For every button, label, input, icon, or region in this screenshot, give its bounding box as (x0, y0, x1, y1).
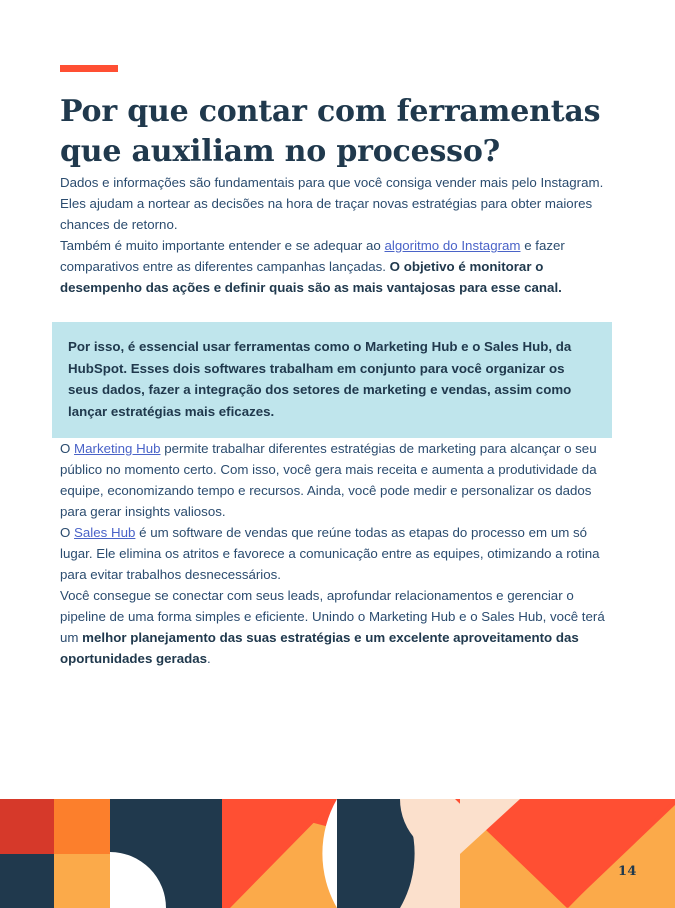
paragraph-2-bold-text: O objetivo é monitorar o desempenho das ações e definir quais são as mais vantajosas para esse canal. (60, 259, 562, 295)
paragraph-5-bold-text: melhor planejamento das suas estratégias e um excelente aproveitamento das oportunidades geradas (60, 630, 579, 666)
shape-navy-quarter-ring (110, 799, 222, 908)
callout-text: Por isso, é essencial usar ferramentas como o Marketing Hub e o Sales Hub, da HubSpot. Esses dois softwares trabalham em conjunto para você organizar os seus dados, fazer a integração dos setores de marketing e vendas, assim como lançar estratégias mais eficazes. (68, 339, 572, 419)
page-title-line-2: que auxiliam no processo? (60, 134, 501, 169)
page-content (60, 0, 618, 669)
shape-navy-crescent-and-cream (322, 799, 460, 908)
shape-dark-red-square (0, 799, 54, 854)
paragraph-4 (60, 522, 618, 585)
paragraph-4-text-after-link: é um software de vendas que reúne todas as etapas do processo em um só lugar. Ele elimina os atritos e favorece a comunicação entre as equipes, otimizando a rotina para evitar trabalhos desnecessários. (60, 525, 600, 582)
page-number: 14 (618, 864, 637, 879)
paragraph-2-text-before-link: Também é muito importante entender e se adequar ao (60, 238, 385, 253)
paragraph-3-text-after-link: permite trabalhar diferentes estratégias de marketing para alcançar o seu público no momento certo. Com isso, você gera mais receita e aumenta a produtividade da equipe, economizando tempo e recursos. Ainda, você pode medir e personalizar os dados para gerar insights valiosos. (60, 441, 597, 519)
footer-decorative-pattern (0, 799, 675, 908)
paragraph-3-text-before-link: O (60, 441, 75, 456)
link-sales-hub[interactable]: Sales Hub (74, 525, 136, 540)
paragraph-3 (60, 438, 618, 522)
shape-red-orange-diagonal-square (222, 799, 337, 908)
paragraph-5-text-before-bold: Você consegue se conectar com seus leads, aprofundar relacionamentos e gerenciar o pipeline de uma forma simples e eficiente. Unindo o Marketing Hub e o Sales Hub, você terá um (60, 588, 605, 645)
link-marketing-hub[interactable]: Marketing Hub (74, 441, 161, 456)
paragraph-2 (60, 235, 618, 298)
accent-bar (60, 65, 118, 72)
paragraph-2-text-after-link: e fazer comparativos entre as diferentes campanhas lançadas. (60, 238, 565, 274)
page-title-line-1: Por que contar com ferramentas (60, 94, 601, 129)
callout-box (52, 322, 612, 438)
shape-red-inverted-triangle (455, 799, 675, 908)
paragraph-5-text-after-bold: . (207, 651, 211, 666)
page-title (60, 92, 618, 172)
shape-navy-square (0, 854, 54, 908)
paragraph-4-text-before-link: O (60, 525, 75, 540)
paragraph-5 (60, 585, 618, 669)
shape-orange-square (54, 799, 110, 854)
paragraph-1: Dados e informações são fundamentais para que você consiga vender mais pelo Instagram. Eles ajudam a nortear as decisões na hora de traçar novas estratégias para obter maiores chances de retorno. (60, 175, 604, 232)
link-algoritmo-do-instagram[interactable]: algoritmo do Instagram (384, 238, 521, 253)
shape-light-orange-square (54, 854, 110, 908)
